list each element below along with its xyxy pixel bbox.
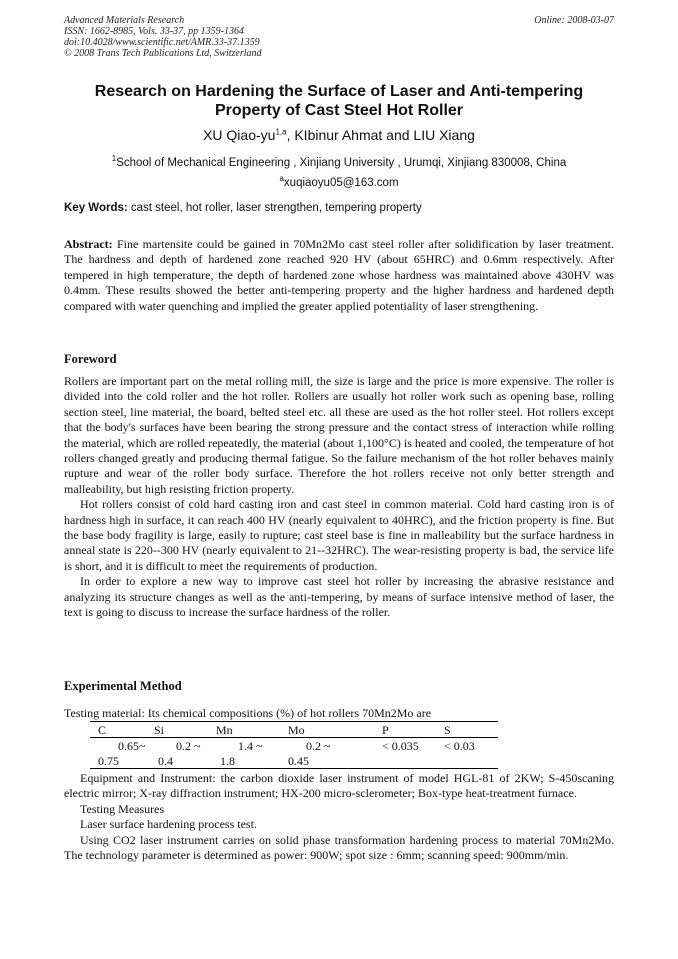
section-heading-foreword: Foreword [64, 352, 117, 366]
table-cell: 0.45 [288, 754, 309, 768]
journal-doi: doi:10.4028/www.scientific.net/AMR.33-37.1359 [64, 37, 260, 48]
affil-text: School of Mechanical Engineering , Xinjiang University , Urumqi, Xinjiang 830008, China [116, 156, 567, 169]
table-cell: 0.2 ~ [306, 739, 331, 753]
journal-issn: ISSN: 1662-8985, Vols. 33-37, pp 1359-1364 [64, 26, 244, 37]
section-heading-method: Experimental Method [64, 679, 182, 693]
author-email: xuqiaoyu05@163.com [283, 176, 399, 189]
table-row [90, 738, 498, 753]
online-date: Online: 2008-03-07 [534, 15, 614, 26]
paper-title [64, 82, 614, 120]
testing-measures-line: Testing Measures [80, 801, 165, 816]
composition-table [90, 721, 498, 769]
table-cell: 0.75 [98, 754, 119, 768]
keywords-label: Key Words: [64, 202, 128, 214]
table-header-row [90, 722, 498, 738]
table-header-cell: P [382, 723, 389, 737]
table-cell: < 0.035 [382, 739, 419, 753]
journal-header [64, 15, 262, 59]
experimental-details [64, 771, 614, 863]
table-cell: 1.8 [220, 754, 235, 768]
table-header-cell: Mn [216, 723, 233, 737]
table-cell: 0.2 ~ [176, 739, 201, 753]
foreword-paragraph-3: In order to explore a new way to improve cast steel hot roller by increasing the abrasive resistance and analyzing its structure changes as well as the anti-tempering, by means of surface intensive method of laser, the text is going to discuss to increase the surface hardness of the roller. [64, 574, 614, 620]
table-row [90, 753, 498, 768]
table-cell: 0.65~ [118, 739, 146, 753]
author-1-affil-mark: 1,a [275, 127, 287, 137]
affil-mark-a: a [279, 173, 284, 183]
table-cell: < 0.03 [444, 739, 475, 753]
abstract-text: Fine martensite could be gained in 70Mn2Mo cast steel roller after solidification by laser treatment. The hardness and depth of hardened zone reached 920 HV (about 65HRC) and 0.6mm respectively. After tempered in high temperature, the depth of hardened zone whose hardness was maintained above 430HV was 0.4mm. These results showed the better anti-tempering property and the higher hardness and hardened depth compared with water quenching and implied the greater applied potentiality of laser strengthening. [64, 237, 614, 313]
authors-rest: , KIbinur Ahmat and LIU Xiang [286, 127, 475, 143]
author-1: XU Qiao-yu [203, 127, 276, 143]
affil-mark-1: 1 [111, 154, 117, 163]
equipment-paragraph: Equipment and Instrument: the carbon dioxide laser instrument of model HGL-81 of 2KW; S-450scaning electric mirror; X-ray diffraction instrument; HX-200 micro-sclerometer; Box-type heat-treatment furnace. [64, 771, 614, 801]
table-header-cell: Mo [288, 723, 305, 737]
table-cell: 1.4 ~ [238, 739, 263, 753]
title-line-2: Property of Cast Steel Hot Roller [214, 102, 464, 119]
co2-paragraph: Using CO2 laser instrument carries on solid phase transformation hardening process to material 70Mn2Mo. The technology parameter is determined as power: 900W; spot size : 6mm; scanning speed: 900mm/min. [64, 832, 614, 863]
foreword-paragraph-2: Hot rollers consist of cold hard casting iron and cast steel in common material. Cold hard casting iron is of hardness high in surface, it can reach 400 HV (nearly equivalent to 40HRC), and the friction property is fine. But the base body fragility is large, easily to rupture; cast steel base is fine in malleability but the surface hardness in anneal state is 220--300 HV (nearly equivalent to 21--32HRC). The wear-resisting property is bad, the service life is short, and it is difficult to meet the requirements of production. [64, 497, 614, 573]
journal-name: Advanced Materials Research [64, 15, 185, 26]
process-line: Laser surface hardening process test. [80, 817, 257, 832]
journal-copyright: © 2008 Trans Tech Publications Ltd, Switzerland [64, 48, 262, 59]
author-list [64, 127, 614, 143]
foreword-paragraph-1: Rollers are important part on the metal rolling mill, the size is large and the price is more expensive. The roller is divided into the cold roller and the hot roller. Rollers are usually hot roller work such as opening base, rolling section steel, line material, the board, belted steel etc. all these are used as the hot roller steel. Hot rollers except that the body's surfaces have been bearing the strong pressure and the contact stress of interaction while rolling the material, which are rolled repeatedly, the material (about 1,100°C) is heated and cooled, the temperature of hot rollers changed greatly and producing thermal fatigue. So the failure mechanism of the hot roller behaves mainly rupture and wear of the roller body surface. Therefore the hot rollers receive not only better strength and malleability, but high resisting friction property. [64, 374, 614, 496]
table-header-cell: Si [154, 723, 165, 737]
testing-material-line: Testing material: Its chemical compositions (%) of hot rollers 70Mn2Mo are [64, 706, 432, 720]
abstract-label: Abstract: [64, 237, 113, 251]
table-header-cell: C [98, 723, 107, 737]
title-line-1: Research on Hardening the Surface of Laser and Anti-tempering [94, 83, 584, 100]
affiliation [64, 151, 614, 191]
table-cell: 0.4 [158, 754, 173, 768]
abstract [64, 237, 614, 314]
keywords [64, 202, 422, 214]
keywords-text: cast steel, hot roller, laser strengthen, tempering property [127, 202, 422, 214]
table-header-cell: S [444, 723, 451, 737]
foreword-body [64, 374, 614, 621]
